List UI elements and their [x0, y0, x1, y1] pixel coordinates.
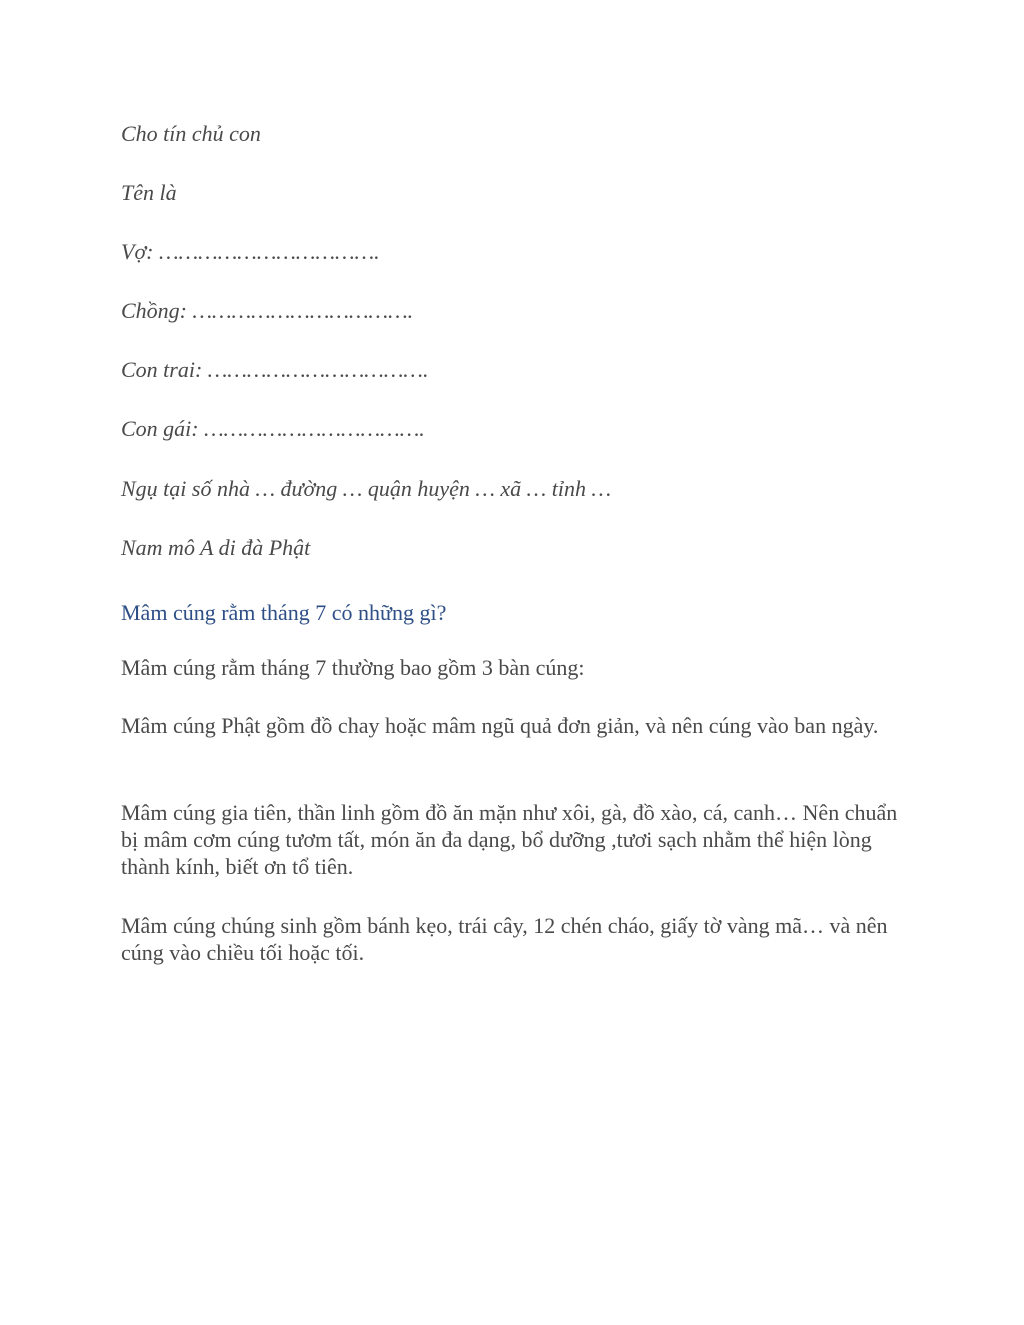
prayer-line-daughter: Con gái: …………………………….	[121, 416, 425, 441]
paragraph-beings-tray: Mâm cúng chúng sinh gồm bánh kẹo, trái cây, 12 chén cháo, giấy tờ vàng mã… và nên cúng vào chiều tối hoặc tối.	[121, 913, 888, 965]
paragraph-ancestor-tray: Mâm cúng gia tiên, thần linh gồm đồ ăn mặn như xôi, gà, đồ xào, cá, canh… Nên chuẩn bị mâm cơm cúng tươm tất, món ăn đa dạng, bổ dưỡng ,tươi sạch nhằm thể hiện lòng thành kính, biết ơn tổ tiên.	[121, 800, 898, 879]
paragraph-intro: Mâm cúng rằm tháng 7 thường bao gồm 3 bàn cúng:	[121, 655, 585, 680]
prayer-line-closing: Nam mô A di đà Phật	[121, 535, 311, 560]
prayer-line-address: Ngụ tại số nhà … đường … quận huyện … xã … tỉnh …	[121, 476, 612, 501]
prayer-line-husband: Chồng: …………………………….	[121, 298, 414, 323]
prayer-line-son: Con trai: …………………………….	[121, 357, 429, 382]
prayer-line-recipient: Cho tín chủ con	[121, 121, 261, 146]
prayer-line-wife: Vợ: …………………………….	[121, 239, 380, 264]
section-heading: Mâm cúng rằm tháng 7 có những gì?	[121, 600, 447, 625]
prayer-line-name: Tên là	[121, 180, 177, 205]
paragraph-buddha-tray: Mâm cúng Phật gồm đồ chay hoặc mâm ngũ quả đơn giản, và nên cúng vào ban ngày.	[121, 713, 879, 738]
